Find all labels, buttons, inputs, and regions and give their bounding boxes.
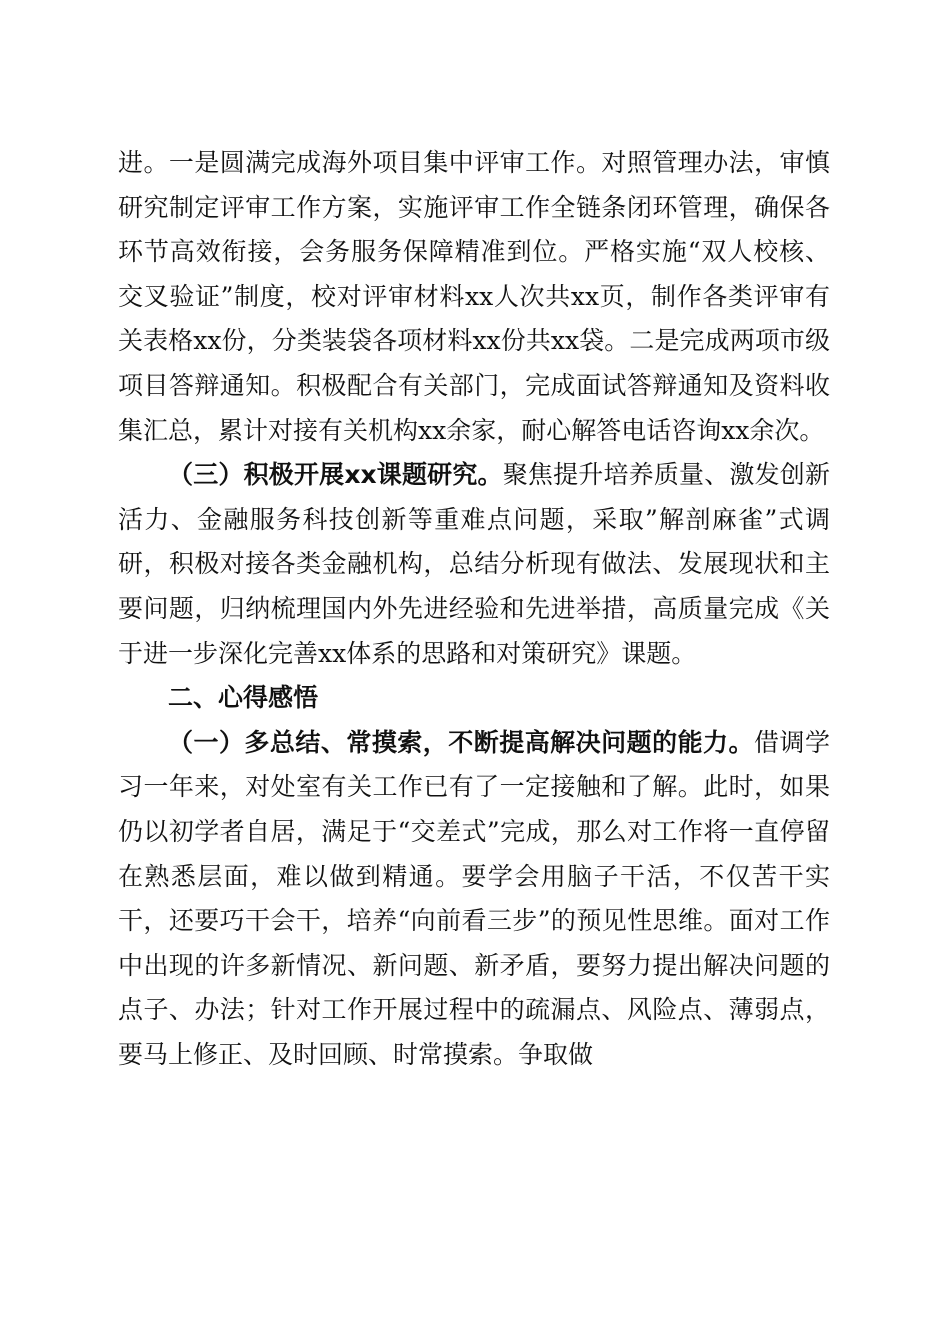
paragraph-lead-heading: （一）多总结、常摸索，不断提高解决问题的能力。: [168, 727, 755, 757]
section-heading: 二、心得感悟: [168, 683, 319, 713]
document-body: [118, 141, 830, 1077]
paragraph-body-text: 聚焦提升培养质量、激发创新活力、金融服务科技创新等重难点问题，采取”解剖麻雀”式调研，积极对接各类金融机构，总结分析现有做法、发展现状和主要问题，归纳梳理国内外先进经验和先进举措，高质量完成《关于进一步深化完善xx体系的思路和对策研究》课题。: [118, 460, 830, 668]
paragraph-lead-heading: （三）积极开展xx课题研究。: [168, 460, 503, 490]
paragraph-insights: [118, 721, 830, 1078]
paragraph-body-text: 借调学习一年来，对处室有关工作已有了一定接触和了解。此时，如果仍以初学者自居，满足于“交差式”完成，那么对工作将一直停留在熟悉层面，难以做到精通。要学会用脑子干活，不仅苦干实干，还要巧干会干，培养“向前看三步”的预见性思维。面对工作中出现的许多新情况、新问题、新矛盾，要努力提出解决问题的点子、办法；针对工作开展过程中的疏漏点、风险点、薄弱点，要马上修正、及时回顾、时常摸索。争取做: [118, 727, 830, 1069]
paragraph-research-topic: [118, 453, 830, 676]
paragraph-review-work: 进。一是圆满完成海外项目集中评审工作。对照管理办法，审慎研究制定评审工作方案，实施评审工作全链条闭环管理，确保各环节高效衔接，会务服务保障精准到位。严格实施“双人校核、交叉验证”制度，校对评审材料xx人次共xx页，制作各类评审有关表格xx份，分类装袋各项材料xx份共xx袋。二是完成两项市级项目答辩通知。积极配合有关部门，完成面试答辩通知及资料收集汇总，累计对接有关机构xx余家，耐心解答电话咨询xx余次。: [118, 148, 830, 445]
